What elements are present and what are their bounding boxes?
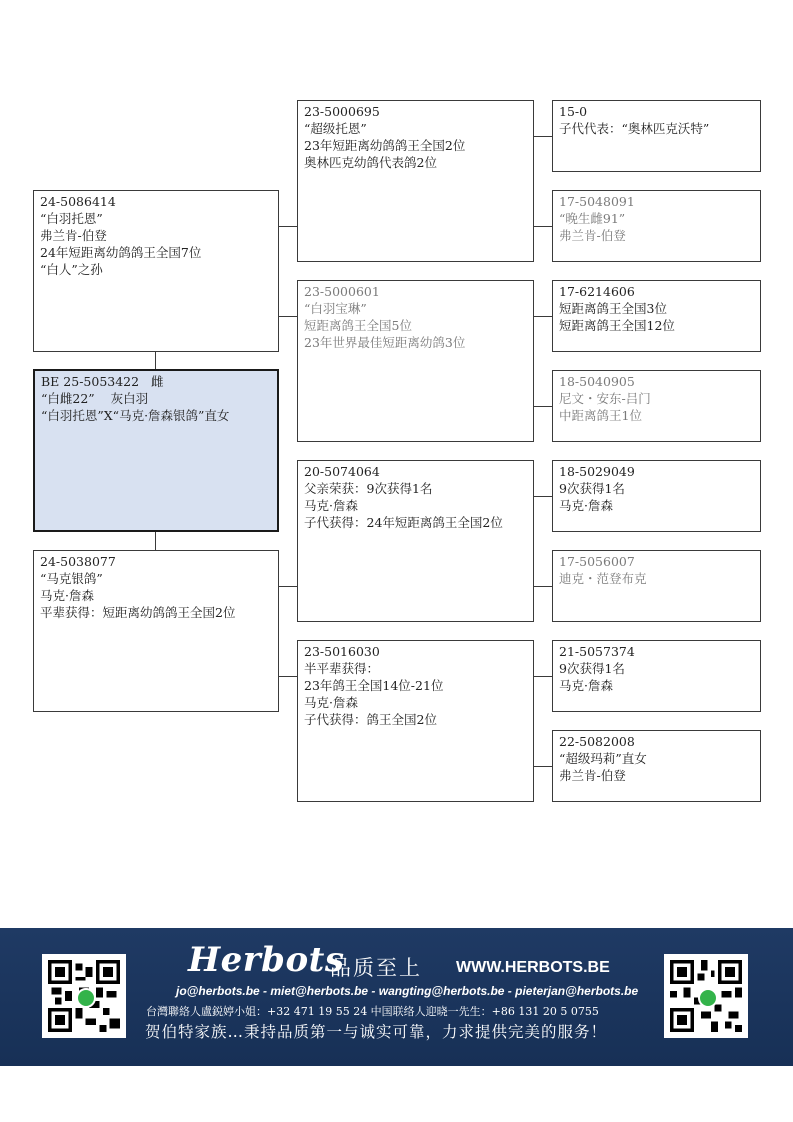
ggp-box-1 [552, 100, 761, 172]
connector-line [534, 766, 552, 767]
pigeon-note: 平辈获得：短距离幼鸽鸽王全国2位 [40, 605, 236, 620]
pigeon-note: 父亲荣获：9次获得1名 [304, 481, 433, 496]
pigeon-breeder: 马克·詹森 [304, 498, 358, 513]
pigeon-note: 短距离鸽王全国5位 [304, 318, 412, 333]
pigeon-note: 9次获得1名 [559, 661, 625, 676]
sire-box [33, 190, 279, 352]
pigeon-breeder: 马克·詹森 [559, 498, 613, 513]
ring-number: 15-0 [559, 104, 588, 119]
ring-number: 21-5057374 [559, 644, 635, 659]
subject-name: “白雌22” 灰白羽 [41, 391, 149, 406]
connector-line [534, 406, 552, 407]
pigeon-breeder: 尼文・安东-吕门 [559, 391, 651, 406]
connector-line [534, 316, 552, 317]
connector-line [534, 226, 552, 227]
pigeon-note: 短距离鸽王全国3位 [559, 301, 667, 316]
qr-code-wechat-icon [664, 954, 748, 1038]
ggp-box-7 [552, 640, 761, 712]
ring-number: 17-5048091 [559, 194, 635, 209]
pigeon-note: 奥林匹克幼鸽代表鸽2位 [304, 155, 437, 170]
pigeon-note: 子代获得：鸽王全国2位 [304, 712, 437, 727]
pigeon-note: 23年鸽王全国14位-21位 [304, 678, 444, 693]
pigeon-note: 9次获得1名 [559, 481, 625, 496]
subject-ring: BE 25-5053422 雌 [41, 374, 164, 389]
dam-sire-box [297, 460, 534, 622]
pigeon-breeder: 弗兰肯-伯登 [559, 228, 626, 243]
ggp-box-3 [552, 280, 761, 352]
ring-number: 18-5040905 [559, 374, 635, 389]
pigeon-name: “晚生雌91” [559, 211, 626, 226]
pigeon-note: 子代获得：24年短距离鸽王全国2位 [304, 515, 503, 530]
connector-line [279, 226, 297, 227]
pigeon-note: 23年世界最佳短距离幼鸽3位 [304, 335, 466, 350]
pigeon-breeder: 弗兰肯-伯登 [559, 768, 626, 783]
subject-pigeon-box [33, 369, 279, 532]
ggp-box-8 [552, 730, 761, 802]
ring-number: 24-5038077 [40, 554, 116, 569]
connector-line [534, 496, 552, 497]
brand-slogan: 品质至上 [330, 956, 422, 980]
pigeon-breeder: 马克·詹森 [40, 588, 94, 603]
pigeon-breeder: 弗兰肯-伯登 [40, 228, 107, 243]
ring-number: 23-5000695 [304, 104, 380, 119]
connector-line [279, 316, 297, 317]
pigeon-name: “马克银鸽” [40, 571, 103, 586]
connector-line [155, 532, 156, 550]
contact-emails[interactable]: jo@herbots.be - miet@herbots.be - wangting@herbots.be - pieterjan@herbots.be [176, 984, 639, 998]
pigeon-note: 短距离鸽王全国12位 [559, 318, 675, 333]
pigeon-note: 子代代表：“奥林匹克沃特” [559, 121, 710, 136]
qr-code-line-icon [42, 954, 126, 1038]
dam-dam-box [297, 640, 534, 802]
footer-banner [0, 928, 793, 1066]
connector-line [534, 136, 552, 137]
ggp-box-2 [552, 190, 761, 262]
pigeon-name: “白羽托恩” [40, 211, 103, 226]
sire-sire-box [297, 100, 534, 262]
website-link[interactable]: WWW.HERBOTS.BE [456, 959, 610, 976]
connector-line [534, 586, 552, 587]
pigeon-note: 半平辈获得： [304, 661, 380, 676]
ggp-box-6 [552, 550, 761, 622]
pigeon-name: “超级托恩” [304, 121, 367, 136]
ggp-box-4 [552, 370, 761, 442]
brand-logo: Herbots [188, 940, 345, 980]
pigeon-breeder: 马克·詹森 [304, 695, 358, 710]
ring-number: 23-5000601 [304, 284, 380, 299]
line-app-icon [76, 988, 96, 1008]
connector-line [155, 352, 156, 369]
sire-dam-box [297, 280, 534, 442]
subject-parentage: “白羽托恩”X“马克·詹森银鸽”直女 [41, 408, 230, 423]
ring-number: 22-5082008 [559, 734, 635, 749]
pigeon-breeder: 迪克・范登布克 [559, 571, 647, 586]
ring-number: 18-5029049 [559, 464, 635, 479]
pigeon-note: “白人”之孙 [40, 262, 103, 277]
ring-number: 24-5086414 [40, 194, 116, 209]
pigeon-breeder: 马克·詹森 [559, 678, 613, 693]
pigeon-note: 24年短距离幼鸽鸽王全国7位 [40, 245, 202, 260]
pigeon-name: “超级玛莉”直女 [559, 751, 647, 766]
ring-number: 20-5074064 [304, 464, 380, 479]
pigeon-note: 23年短距离幼鸽鸽王全国2位 [304, 138, 466, 153]
ring-number: 23-5016030 [304, 644, 380, 659]
ggp-box-5 [552, 460, 761, 532]
company-motto: 贺伯特家族…秉持品质第一与诚实可靠，力求提供完美的服务！ [145, 1023, 608, 1041]
connector-line [534, 676, 552, 677]
pigeon-note: 中距离鸽王1位 [559, 408, 642, 423]
wechat-icon [698, 988, 718, 1008]
pigeon-name: “白羽宝琳” [304, 301, 367, 316]
connector-line [279, 676, 297, 677]
ring-number: 17-6214606 [559, 284, 635, 299]
ring-number: 17-5056007 [559, 554, 635, 569]
contact-phones: 台灣聯絡人盧鋭婷小姐：+32 471 19 55 24 中国联络人迎晓一先生：+86 131 20 5 0755 [146, 1005, 599, 1018]
connector-line [279, 586, 297, 587]
dam-box [33, 550, 279, 712]
